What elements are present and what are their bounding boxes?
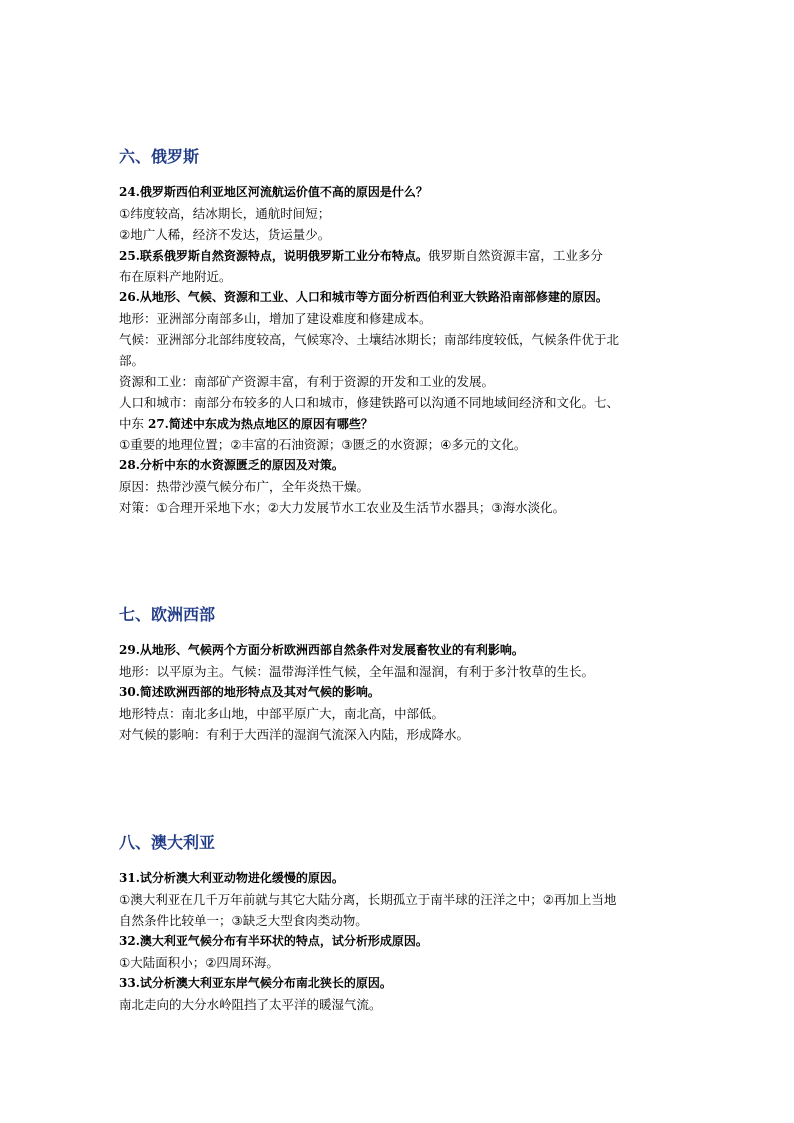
answer-line: 气候：亚洲部分北部纬度较高，气候寒冷、土壤结冰期长；南部纬度较低，气候条件优于北 xyxy=(119,332,620,347)
answer-line: 地形：以平原为主。气候：温带海洋性气候，全年温和湿润，有利于多汁牧草的生长。 xyxy=(119,664,595,679)
question-line: 33.试分析澳大利亚东岸气候分布南北狭长的原因。 xyxy=(119,976,392,990)
answer-line: 对气候的影响：有利于大西洋的湿润气流深入内陆，形成降水。 xyxy=(119,727,470,742)
section-body xyxy=(119,868,694,1015)
answer-line: ①重要的地理位置；②丰富的石油资源；③匮乏的水资源；④多元的文化。 xyxy=(119,437,527,452)
section-title: 八、澳大利亚 xyxy=(119,833,216,852)
answer-line: 自然条件比较单一；③缺乏大型食肉类动物。 xyxy=(119,913,368,928)
section-body xyxy=(119,640,694,745)
mixed-line xyxy=(119,413,694,434)
answer-line: 人口和城市：南部分布较多的人口和城市，修建铁路可以沟通不同地域间经济和文化。七、 xyxy=(119,395,620,410)
answer-text: 俄罗斯自然资源丰富，工业多分 xyxy=(427,248,603,263)
answer-line: ①纬度较高，结冰期长，通航时间短； xyxy=(119,206,331,221)
question-line: 24.俄罗斯西伯利亚地区河流航运价值不高的原因是什么？ xyxy=(119,185,428,199)
answer-line: ①澳大利亚在几千万年前就与其它大陆分离，长期孤立于南半球的汪洋之中；②再加上当地 xyxy=(119,892,617,907)
question-line: 26.从地形、气候、资源和工业、人口和城市等方面分析西伯利亚大铁路沿南部修建的原因。 xyxy=(119,290,608,304)
question-text: 27.简述中东成为热点地区的原因有哪些？ xyxy=(147,417,373,431)
answer-line: 布在原料产地附近。 xyxy=(119,269,232,284)
answer-line: 部。 xyxy=(119,353,145,368)
question-line: 32.澳大利亚气候分布有半环状的特点，试分析形成原因。 xyxy=(119,934,428,948)
section-body xyxy=(119,182,694,518)
answer-line: 地形特点：南北多山地，中部平原广大，南北高，中部低。 xyxy=(119,706,445,721)
question-line: 28.分析中东的水资源匮乏的原因及对策。 xyxy=(119,458,344,472)
question-line: 30.简述欧洲西部的地形特点及其对气候的影响。 xyxy=(119,685,380,699)
answer-text: 中东 xyxy=(119,416,148,431)
question-text: 25.联系俄罗斯自然资源特点，说明俄罗斯工业分布特点。 xyxy=(119,249,428,263)
section-australia xyxy=(119,832,694,1015)
answer-line: 地形：亚洲部分南部多山，增加了建设难度和修建成本。 xyxy=(119,311,432,326)
answer-line: ①大陆面积小；②四周环海。 xyxy=(119,955,279,970)
section-title: 七、欧洲西部 xyxy=(119,605,216,624)
section-title: 六、俄罗斯 xyxy=(119,147,200,166)
answer-line: ②地广人稀，经济不发达，货运量少。 xyxy=(119,227,331,242)
answer-line: 资源和工业：南部矿产资源丰富，有利于资源的开发和工业的发展。 xyxy=(119,374,495,389)
question-line: 29.从地形、气候两个方面分析欧洲西部自然条件对发展畜牧业的有利影响。 xyxy=(119,643,524,657)
answer-line: 原因：热带沙漠气候分布广，全年炎热干燥。 xyxy=(119,479,370,494)
section-russia xyxy=(119,146,694,518)
answer-line: 南北走向的大分水岭阻挡了太平洋的暖湿气流。 xyxy=(119,997,382,1012)
question-line: 31.试分析澳大利亚动物进化缓慢的原因。 xyxy=(119,871,344,885)
section-western-europe xyxy=(119,604,694,745)
answer-line: 对策：①合理开采地下水；②大力发展节水工农业及生活节水器具；③海水淡化。 xyxy=(119,500,566,515)
mixed-line xyxy=(119,245,694,266)
